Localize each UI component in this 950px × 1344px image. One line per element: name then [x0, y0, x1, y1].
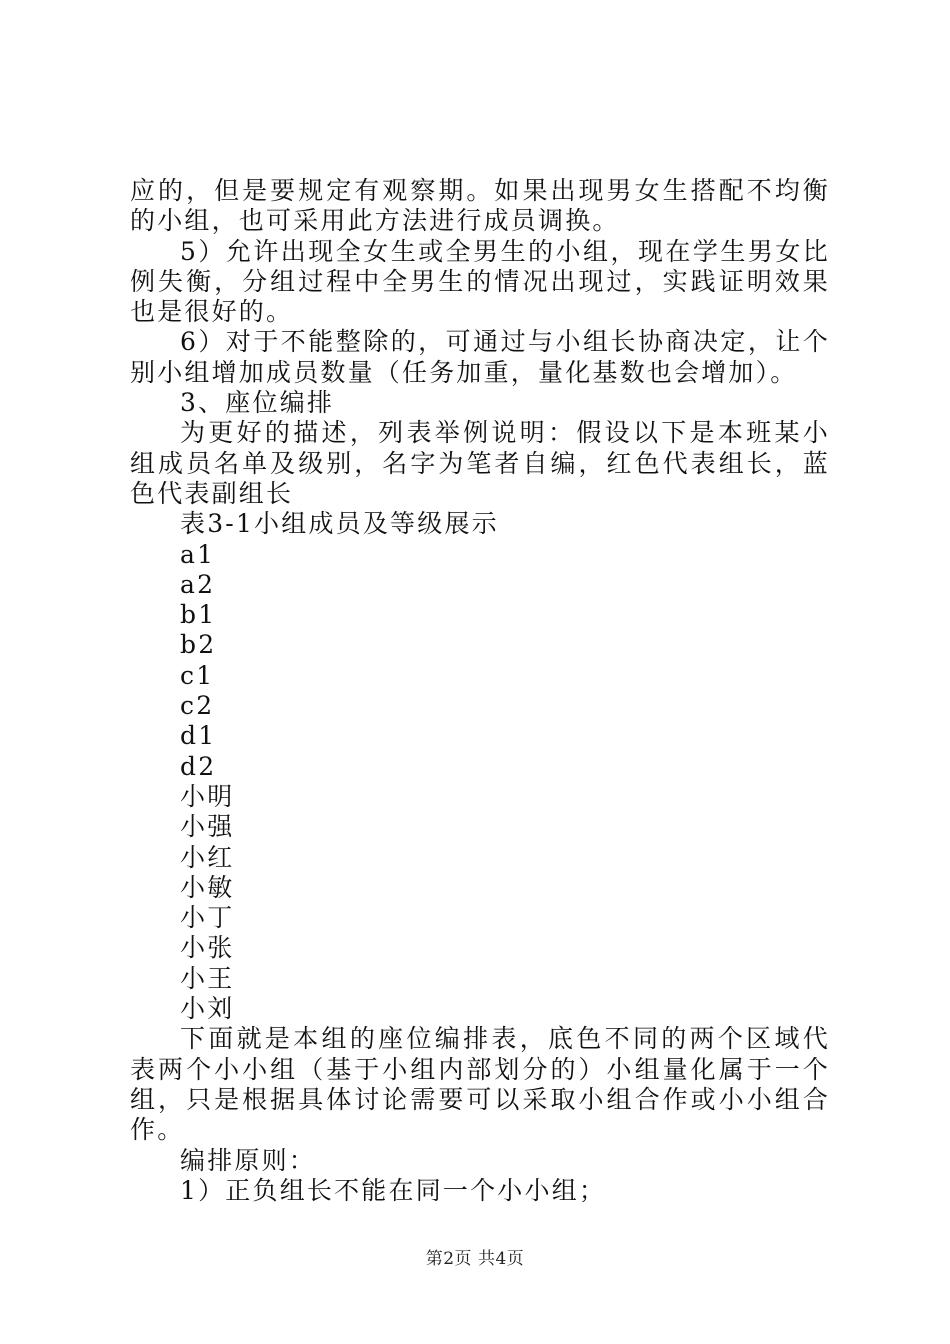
list-item: a1	[180, 539, 216, 569]
list-item: c1	[180, 660, 215, 690]
list-item: 小敏	[180, 872, 235, 902]
list-item: c2	[180, 691, 215, 721]
list-item: b2	[180, 630, 217, 660]
list-item: 小张	[180, 933, 235, 963]
list-item: 小强	[180, 812, 235, 842]
list-item: 小红	[180, 842, 235, 872]
list-item: d2	[180, 751, 217, 781]
paragraph-rule-5: 5）允许出现全女生或全男生的小组，现在学生男女比例失衡，分组过程中全男生的情况出现过，实践证明效果也是很好的。	[130, 236, 830, 327]
list-item: a2	[180, 569, 216, 599]
section-heading-seating: 3、座位编排	[180, 388, 335, 418]
paragraph-rule-6: 6）对于不能整除的，可通过与小组长协商决定，让个别小组增加成员数量（任务加重，量化基数也会增加）。	[130, 327, 830, 387]
paragraph-principles-heading: 编排原则：	[180, 1145, 317, 1175]
list-item: 小刘	[180, 994, 235, 1024]
list-item: b1	[180, 600, 217, 630]
paragraph-continuation: 应的，但是要规定有观察期。如果出现男女生搭配不均衡的小组，也可采用此方法进行成员调换。	[130, 176, 830, 236]
paragraph-table-intro: 为更好的描述，列表举例说明：假设以下是本班某小组成员名单及级别，名字为笔者自编，红色代表组长，蓝色代表副组长	[130, 418, 830, 508]
page-footer: 第2页 共4页	[425, 1249, 525, 1269]
member-list	[130, 540, 830, 1025]
document-body	[130, 176, 830, 1206]
paragraph-principle-1: 1）正负组长不能在同一个小小组；	[180, 1175, 607, 1205]
list-item: 小王	[180, 963, 235, 993]
paragraph-seating-table: 下面就是本组的座位编排表，底色不同的两个区域代表两个小小组（基于小组内部划分的）小组量化属于一个组，只是根据具体讨论需要可以采取小组合作或小小组合作。	[130, 1024, 830, 1145]
table-caption: 表3-1小组成员及等级展示	[180, 509, 499, 539]
list-item: 小丁	[180, 903, 235, 933]
list-item: d1	[180, 721, 217, 751]
list-item: 小明	[180, 781, 235, 811]
